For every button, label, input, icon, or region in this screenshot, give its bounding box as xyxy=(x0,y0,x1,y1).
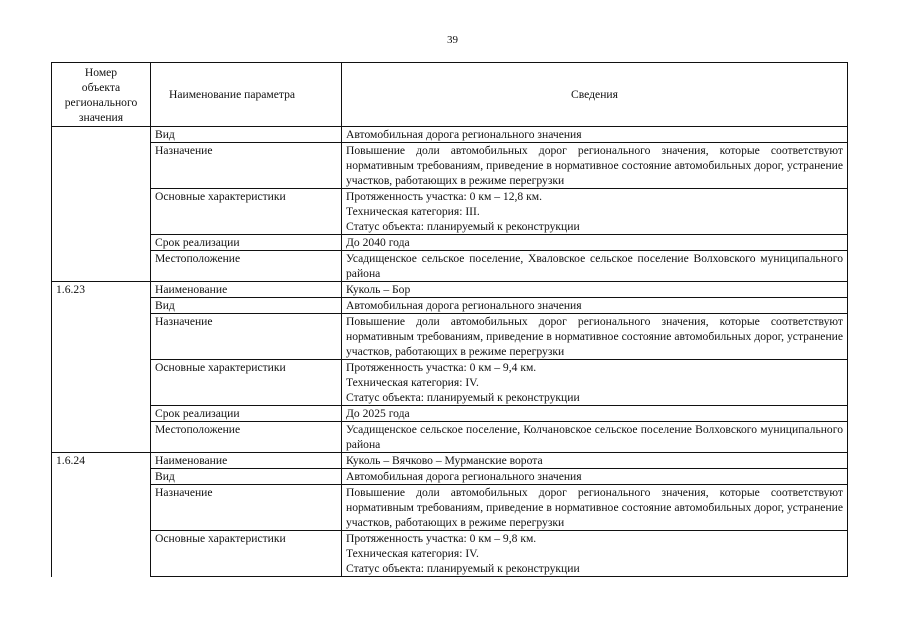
table-row xyxy=(52,189,848,235)
param-name-cell: Местоположение xyxy=(151,251,342,282)
object-number-cell xyxy=(52,127,151,282)
value-line: Статус объекта: планируемый к реконструкции xyxy=(346,562,580,575)
param-value-cell: Повышение доли автомобильных дорог регионального значения, которые соответствуют нормативным требованиям, приведение в нормативное состояние автомобильных дорог, устранение участков, работающих в режиме перегрузки xyxy=(342,143,848,189)
param-name-cell: Вид xyxy=(151,298,342,314)
param-value-cell: Автомобильная дорога регионального значения xyxy=(342,469,848,485)
object-number-cell: 1.6.24 xyxy=(52,453,151,577)
value-line: Статус объекта: планируемый к реконструкции xyxy=(346,391,580,404)
param-name-cell: Назначение xyxy=(151,485,342,531)
table-row xyxy=(52,453,848,469)
table-row xyxy=(52,360,848,406)
param-name-cell: Назначение xyxy=(151,143,342,189)
param-name-cell: Вид xyxy=(151,469,342,485)
param-name-cell: Срок реализации xyxy=(151,235,342,251)
param-value-cell xyxy=(342,360,848,406)
table-row xyxy=(52,531,848,577)
param-name-cell: Срок реализации xyxy=(151,406,342,422)
table-row xyxy=(52,422,848,453)
road-objects-table xyxy=(51,62,848,577)
param-value-cell xyxy=(342,531,848,577)
header-object-number xyxy=(52,63,151,127)
table-row xyxy=(52,406,848,422)
value-line: Протяженность участка: 0 км – 9,8 км. xyxy=(346,532,537,545)
value-line: Техническая категория: III. xyxy=(346,205,480,218)
table-row xyxy=(52,127,848,143)
param-value-cell: Усадищенское сельское поселение, Колчановское сельское поселение Волховского муниципального района xyxy=(342,422,848,453)
param-value-cell: Автомобильная дорога регионального значения xyxy=(342,298,848,314)
param-name-cell: Наименование xyxy=(151,453,342,469)
table-row xyxy=(52,469,848,485)
header-line: регионального xyxy=(64,95,138,109)
header-info: Сведения xyxy=(342,63,848,127)
param-value-cell: Усадищенское сельское поселение, Хваловское сельское поселение Волховского муниципального района xyxy=(342,251,848,282)
value-line: Техническая категория: IV. xyxy=(346,376,479,389)
param-name-cell: Назначение xyxy=(151,314,342,360)
table-row xyxy=(52,235,848,251)
param-value-cell: Повышение доли автомобильных дорог регионального значения, которые соответствуют нормативным требованиям, приведение в нормативное состояние автомобильных дорог, устранение участков, работающих в режиме перегрузки xyxy=(342,314,848,360)
param-value-cell: Куколь – Бор xyxy=(342,282,848,298)
param-value-cell: До 2025 года xyxy=(342,406,848,422)
header-parameter-name: Наименование параметра xyxy=(151,63,342,127)
table-header-row xyxy=(52,63,848,127)
page-number: 39 xyxy=(447,34,458,46)
param-name-cell: Основные характеристики xyxy=(151,531,342,577)
param-name-cell: Вид xyxy=(151,127,342,143)
value-line: Протяженность участка: 0 км – 9,4 км. xyxy=(346,361,537,374)
param-name-cell: Основные характеристики xyxy=(151,189,342,235)
header-line: Номер xyxy=(84,65,118,79)
table-row xyxy=(52,314,848,360)
table-row xyxy=(52,143,848,189)
param-name-cell: Основные характеристики xyxy=(151,360,342,406)
table-row xyxy=(52,485,848,531)
value-line: Техническая категория: IV. xyxy=(346,547,479,560)
object-number-cell: 1.6.23 xyxy=(52,282,151,453)
value-line: Протяженность участка: 0 км – 12,8 км. xyxy=(346,190,542,203)
param-value-cell xyxy=(342,189,848,235)
param-value-cell: Повышение доли автомобильных дорог регионального значения, которые соответствуют нормативным требованиям, приведение в нормативное состояние автомобильных дорог, устранение участков, работающих в режиме перегрузки xyxy=(342,485,848,531)
table-row xyxy=(52,298,848,314)
value-line: Статус объекта: планируемый к реконструкции xyxy=(346,220,580,233)
param-value-cell: Куколь – Вячково – Мурманские ворота xyxy=(342,453,848,469)
table-row xyxy=(52,251,848,282)
param-value-cell: До 2040 года xyxy=(342,235,848,251)
param-value-cell: Автомобильная дорога регионального значения xyxy=(342,127,848,143)
param-name-cell: Местоположение xyxy=(151,422,342,453)
table-row xyxy=(52,282,848,298)
header-line: объекта xyxy=(81,80,121,94)
header-line: значения xyxy=(78,110,124,124)
param-name-cell: Наименование xyxy=(151,282,342,298)
